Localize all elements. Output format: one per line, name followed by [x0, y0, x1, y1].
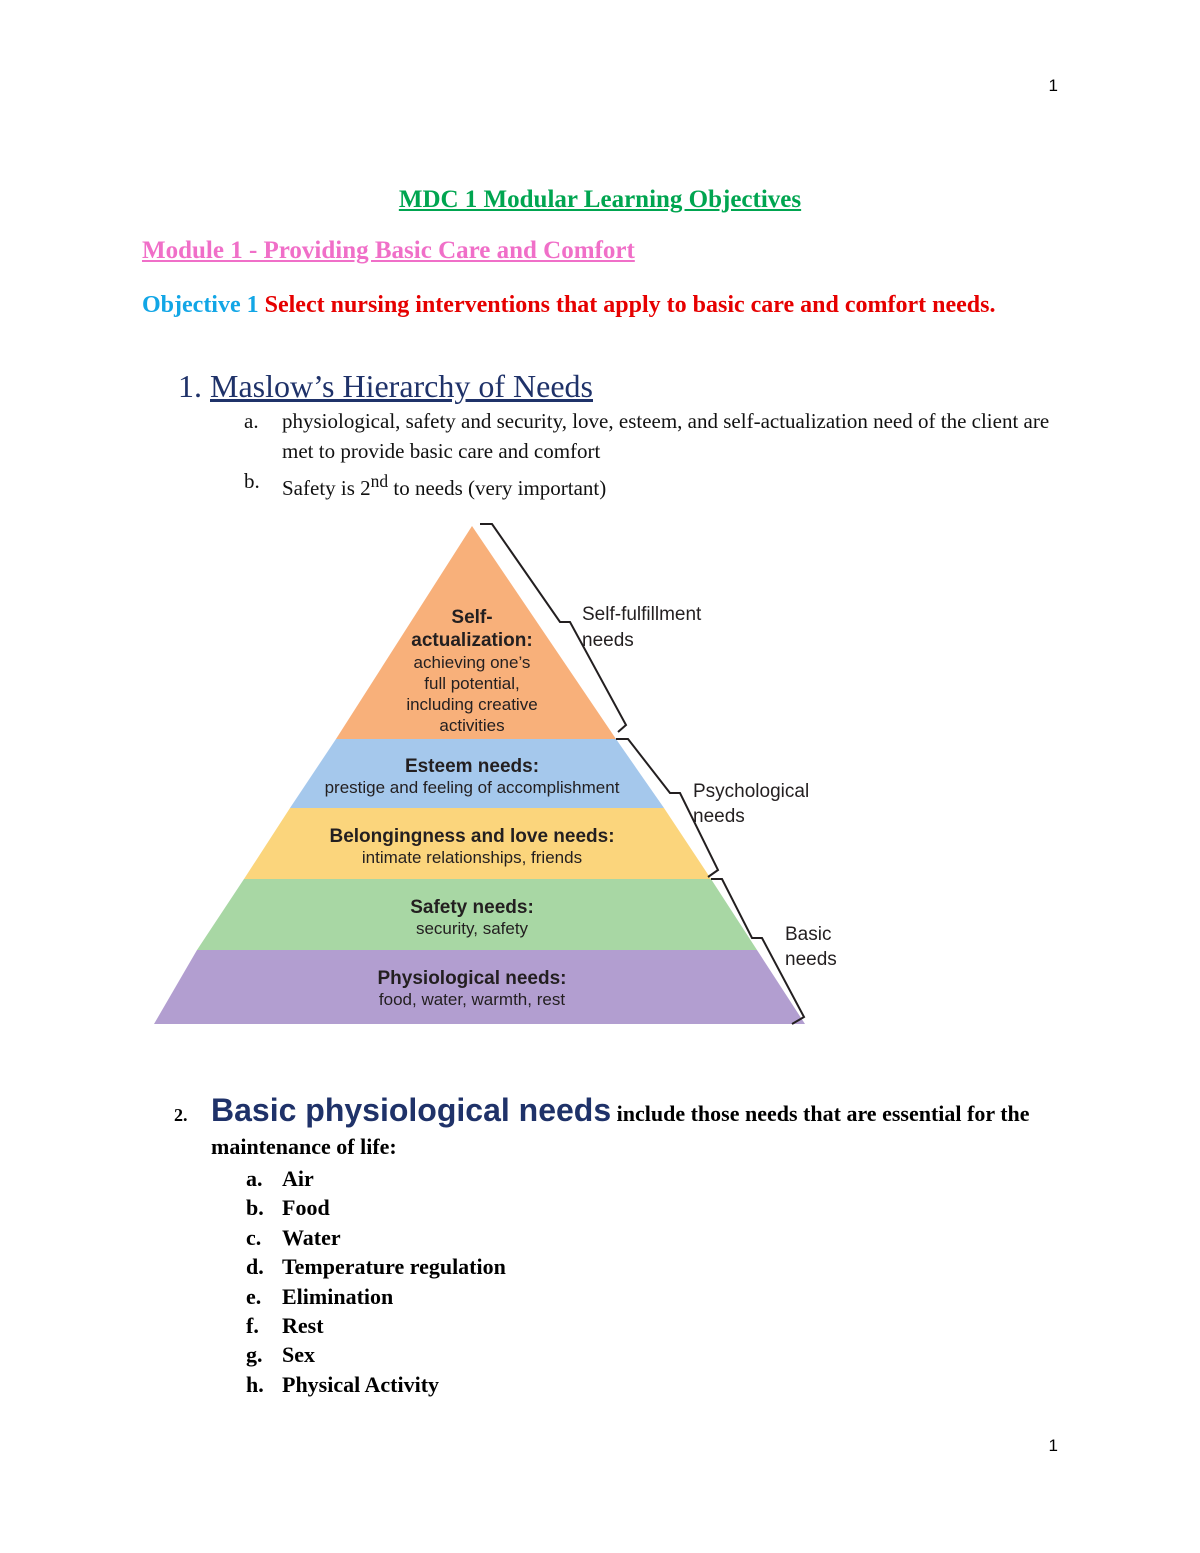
- level-desc: security, safety: [415, 919, 529, 938]
- list-marker: h.: [246, 1371, 264, 1397]
- section1-heading: [178, 368, 593, 405]
- section2-list: [246, 1164, 506, 1399]
- module-title: Module 1 - Providing Basic Care and Comfort: [142, 237, 635, 264]
- list-item: [246, 1193, 506, 1222]
- bracket-label: needs: [785, 949, 837, 970]
- bracket-label: needs: [693, 806, 745, 827]
- list-item-text: Air: [282, 1166, 314, 1191]
- list-marker: d.: [246, 1254, 264, 1280]
- section2-number: 2.: [174, 1105, 188, 1125]
- level-title: Physiological needs:: [377, 968, 567, 989]
- objective: [142, 288, 1062, 322]
- list-item: [246, 1282, 506, 1311]
- maslow-pyramid: [140, 510, 860, 1035]
- list-item-text: physiological, safety and security, love, esteem, and self-actualization need of the client are met to provide basic care and comfort: [282, 409, 1050, 463]
- list-item-text: Safety is 2: [282, 476, 371, 500]
- level-desc: food, water, warmth, rest: [378, 990, 566, 1009]
- list-marker: f.: [246, 1313, 259, 1339]
- list-item: [246, 1223, 506, 1252]
- section2-intro: [174, 1094, 1054, 1163]
- list-marker: c.: [246, 1224, 262, 1250]
- level-desc: prestige and feeling of accomplishment: [324, 778, 620, 797]
- bracket-label: needs: [582, 630, 634, 651]
- list-item: [244, 406, 1064, 466]
- list-item-text: Elimination: [282, 1283, 394, 1309]
- list-item-text: Temperature regulation: [282, 1254, 506, 1280]
- list-marker: b.: [244, 469, 260, 493]
- superscript: nd: [370, 471, 389, 491]
- section2-title: Basic physiological needs: [211, 1092, 612, 1128]
- level-desc: achieving one’s: [413, 653, 531, 672]
- list-item-text: Food: [282, 1195, 330, 1221]
- level-desc: full potential,: [424, 674, 520, 693]
- level-title: Belongingness and love needs:: [329, 826, 615, 847]
- section1-list: [244, 406, 1064, 503]
- level-title: actualization:: [411, 630, 533, 651]
- list-marker: e.: [246, 1283, 262, 1309]
- list-item: [246, 1252, 506, 1281]
- list-item-text: Sex: [282, 1342, 315, 1368]
- objective-label: Objective 1: [142, 292, 259, 318]
- bracket-label: Basic: [785, 924, 832, 945]
- level-title: Esteem needs:: [404, 756, 540, 777]
- list-item: [246, 1164, 506, 1193]
- page-number-top: 1: [1048, 76, 1058, 95]
- list-marker: b.: [246, 1195, 264, 1221]
- list-marker: a.: [244, 409, 259, 433]
- level-title: Safety needs:: [410, 897, 534, 918]
- list-item: [246, 1340, 506, 1369]
- list-item-text: Water: [282, 1224, 341, 1250]
- level-desc: including creative: [406, 695, 538, 714]
- section2-intro-cont: maintenance of life:: [211, 1134, 397, 1159]
- page-number-bottom: 1: [1048, 1436, 1058, 1455]
- list-item-text: Rest: [282, 1313, 324, 1339]
- list-item-text: Physical Activity: [282, 1371, 440, 1397]
- list-item: [246, 1370, 506, 1399]
- list-marker: a.: [246, 1166, 263, 1191]
- section2-intro-text: include those needs that are essential for the: [611, 1101, 1030, 1126]
- list-item: [246, 1311, 506, 1340]
- list-marker: g.: [246, 1342, 263, 1368]
- bracket-label: Psychological: [693, 781, 810, 802]
- level-desc: activities: [439, 716, 505, 735]
- document-title: MDC 1 Modular Learning Objectives: [398, 186, 802, 213]
- section1-number: 1.: [178, 368, 202, 404]
- section1-title: Maslow’s Hierarchy of Needs: [210, 368, 593, 404]
- list-item-text-cont: to needs (very important): [388, 476, 607, 500]
- level-title: Self-: [451, 607, 493, 628]
- level-desc: intimate relationships, friends: [361, 848, 583, 867]
- objective-text: Select nursing interventions that apply to basic care and comfort needs.: [264, 292, 996, 318]
- bracket-label: Self-fulfillment: [582, 604, 702, 625]
- list-item: [244, 466, 1064, 503]
